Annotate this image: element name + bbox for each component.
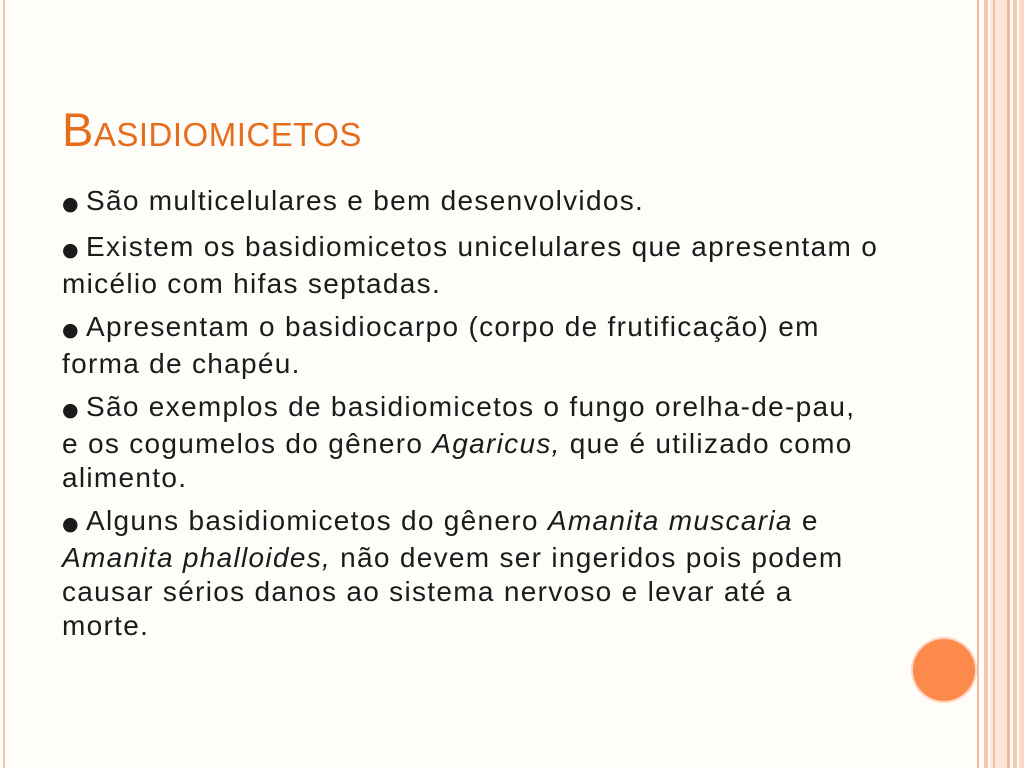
bullet-text: Apresentam o basidiocarpo (corpo de frutificação) em (86, 311, 820, 342)
bullet-text: Alguns basidiomicetos do gênero (86, 505, 548, 536)
bullet-glyph: ● (62, 319, 79, 341)
italic-taxon-name: Agaricus, (432, 428, 561, 459)
bullet-text: micélio com hifas septadas. (62, 268, 442, 299)
decorative-stripe (984, 0, 988, 768)
bullet-text: e os cogumelos do gênero (62, 428, 433, 459)
bullet-glyph: ● (62, 399, 79, 421)
bullet-text: São multicelulares e bem desenvolvidos. (86, 185, 645, 216)
bullet-glyph: ● (62, 193, 79, 215)
decorative-stripe (993, 0, 995, 768)
bullet-text: alimento. (62, 462, 188, 493)
slide-title: Basidiomicetos (62, 103, 362, 156)
right-decorative-stripes (970, 0, 1024, 768)
italic-taxon-name: Amanita muscaria (547, 505, 793, 536)
bullet-text: São exemplos de basidiomicetos o fungo orelha-de-pau, (86, 391, 856, 422)
bullet-glyph: ● (62, 239, 79, 261)
bullet-text: forma de chapéu. (62, 348, 301, 379)
decorative-stripe (1013, 0, 1017, 768)
bullet-text: e (792, 505, 819, 536)
bullet-point-3 (62, 310, 962, 381)
bullet-glyph: ● (62, 513, 79, 535)
bullet-text: que é utilizado como (560, 428, 853, 459)
bullet-list (62, 184, 962, 652)
bullet-point-4 (62, 390, 962, 495)
decorative-stripe (1007, 0, 1010, 768)
decorative-stripe (977, 0, 979, 768)
italic-taxon-name: Amanita phalloides, (62, 542, 332, 573)
bullet-text: morte. (62, 610, 150, 641)
bullet-text: não devem ser ingeridos pois podem (331, 542, 844, 573)
decorative-stripe (1019, 0, 1024, 768)
bullet-point-1 (62, 184, 962, 221)
bullet-point-5 (62, 504, 962, 643)
left-border-line (3, 0, 5, 768)
bullet-point-2 (62, 230, 962, 301)
bullet-text: causar sérios danos ao sistema nervoso e levar até a (62, 576, 793, 607)
bullet-text: Existem os basidiomicetos unicelulares que apresentam o (86, 231, 879, 262)
